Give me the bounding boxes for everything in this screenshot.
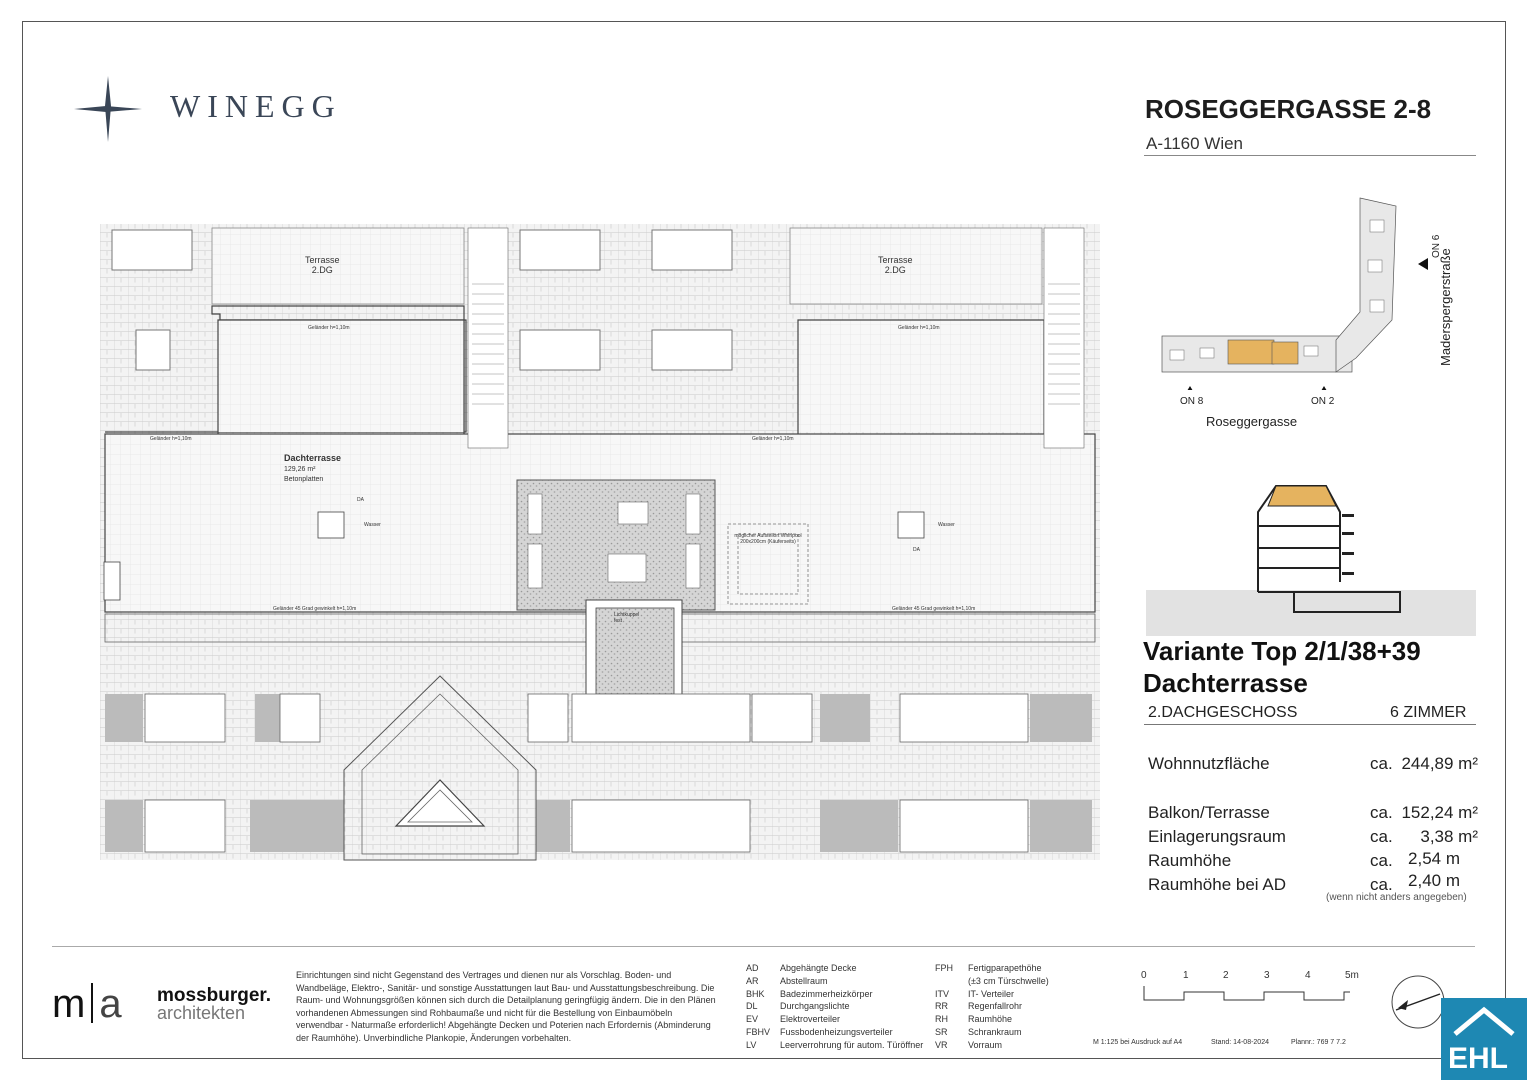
floor-plan	[100, 224, 1100, 864]
water-label: Wasser	[938, 522, 955, 528]
area-ca: ca.	[1370, 875, 1393, 894]
plan-number: Plannr.: 769 7 7.2	[1291, 1039, 1346, 1046]
area-value: 2,40 m	[1408, 871, 1460, 890]
architect-logo-mark: m a	[52, 982, 122, 1026]
location-map	[1160, 190, 1470, 390]
scale-tick-label: 5m	[1345, 970, 1359, 981]
scale-tick-label: 0	[1141, 970, 1147, 981]
disclaimer-text: Einrichtungen sind nicht Gegenstand des Vertrages und dienen nur als Vorschlag. Boden- und Wandbeläge, Elektro-, Sanitär- und sonstige Ausstattungen laut Bau- und Ausstattungsbeschreibung. Die Raum- und Wohnungsgrößen können sich durch die Detailplanung geringfügig ändern. Die in den Plänen vorhandenen Abmessungen sind Rohbaumaße und nicht für die Bestellung von Einbaumöbeln verwendbar - Naturmaße erforderlich! Abgehängte Decken und Poterien nach Erfordernis (Abminderung der Raumhöhe). Unverbindliche Plankopie, Änderungen vorbehalten.	[296, 970, 716, 1043]
area-note: (wenn nicht anders angegeben)	[1326, 892, 1467, 903]
scale-note: M 1:125 bei Ausdruck auf A4	[1093, 1039, 1183, 1046]
abbreviation-codes: FPH ITV RR RH SR VR	[935, 963, 953, 1050]
area-ca: ca.	[1370, 803, 1393, 822]
divider	[1144, 724, 1476, 725]
area-value: 244,89 m²	[1401, 754, 1478, 773]
section-drawing	[1146, 470, 1476, 636]
abbreviation-texts: Abgehängte Decke Abstellraum Badezimmerheizkörper Durchgangslichte Elektroverteiler Fussbodenheizungsverteiler Leerverrohrung für autom. Türöffner	[780, 963, 924, 1050]
map-label-on2: ON 2	[1311, 396, 1335, 407]
scale-tick-label: 1	[1183, 970, 1189, 981]
map-label-on6: ON 6	[1431, 234, 1442, 258]
room-title: Dachterrasse	[284, 453, 342, 463]
da-label: DA	[913, 547, 920, 553]
architect-name: mossburger.	[157, 985, 272, 1006]
railing-label: Geländer 45 Grad gewinkelt h=1,10m	[273, 606, 357, 612]
area-label: Raumhöhe bei AD	[1148, 875, 1286, 894]
skylight-label: Lichtkuppel fest	[614, 612, 640, 624]
terrace-right-label: Terrasse 2.DG	[878, 255, 913, 275]
rooms-label: 6 ZIMMER	[1390, 704, 1467, 721]
house-roof-icon	[1451, 1004, 1517, 1038]
compass-star-logo-icon	[72, 74, 144, 144]
divider	[52, 946, 1475, 947]
date-stamp: Stand: 14-08-2024	[1211, 1039, 1269, 1046]
abbreviation-codes: AD AR BHK DL EV FBHV LV	[746, 963, 771, 1050]
map-label-on8: ON 8	[1180, 396, 1204, 407]
street-label-maderspergerstrasse: Maderspergerstraße	[1438, 248, 1453, 366]
divider	[1144, 155, 1476, 156]
address-city: A-1160 Wien	[1146, 134, 1244, 153]
variant-title: Variante Top 2/1/38+39 Dachterrasse	[1143, 636, 1421, 698]
address-title: ROSEGGERGASSE 2-8	[1145, 94, 1432, 124]
railing-label: Geländer 45 Grad gewinkelt h=1,10m	[892, 606, 976, 612]
water-label: Wasser	[364, 522, 381, 528]
whirlpool-label: möglicher Aufstellort Whirlpool 200x200cm (Käuferseits)	[734, 533, 802, 545]
area-label: Wohnnutzfläche	[1148, 754, 1270, 773]
railing-label: Geländer h=1,10m	[752, 436, 794, 442]
abbreviation-texts: Fertigparapethöhe (±3 cm Türschwelle) IT- Verteiler Regenfallrohr Raumhöhe Schrankraum Vorraum	[968, 963, 1049, 1050]
ehl-logo-text: EHL	[1448, 1042, 1508, 1075]
area-ca: ca.	[1370, 754, 1393, 773]
scale-tick-label: 4	[1305, 970, 1311, 981]
room-material: Betonplatten	[284, 476, 324, 483]
area-label: Einlagerungsraum	[1148, 827, 1286, 846]
terrace-left-label: Terrasse 2.DG	[305, 255, 340, 275]
area-label: Raumhöhe	[1148, 851, 1232, 870]
street-label-roseggergasse: Roseggergasse	[1206, 414, 1298, 429]
da-label: DA	[357, 497, 364, 503]
architect-sub: architekten	[157, 1003, 246, 1023]
area-ca: ca.	[1370, 851, 1393, 870]
area-value: 2,54 m	[1408, 849, 1460, 868]
area-label: Balkon/Terrasse	[1148, 803, 1270, 822]
scale-tick-label: 3	[1264, 970, 1270, 981]
room-area: 129,26 m²	[284, 466, 316, 473]
brand-logo-text: WINEGG	[170, 88, 342, 124]
area-ca: ca.	[1370, 827, 1393, 846]
railing-label: Geländer h=1,10m	[150, 436, 192, 442]
scale-tick-label: 2	[1223, 970, 1229, 981]
railing-label: Geländer h=1,10m	[898, 325, 940, 331]
floor-label: 2.DACHGESCHOSS	[1148, 704, 1298, 721]
area-value: 152,24 m²	[1401, 803, 1478, 822]
scale-bar	[1140, 984, 1360, 1004]
area-value: 3,38 m²	[1420, 827, 1478, 846]
railing-label: Geländer h=1,10m	[308, 325, 350, 331]
